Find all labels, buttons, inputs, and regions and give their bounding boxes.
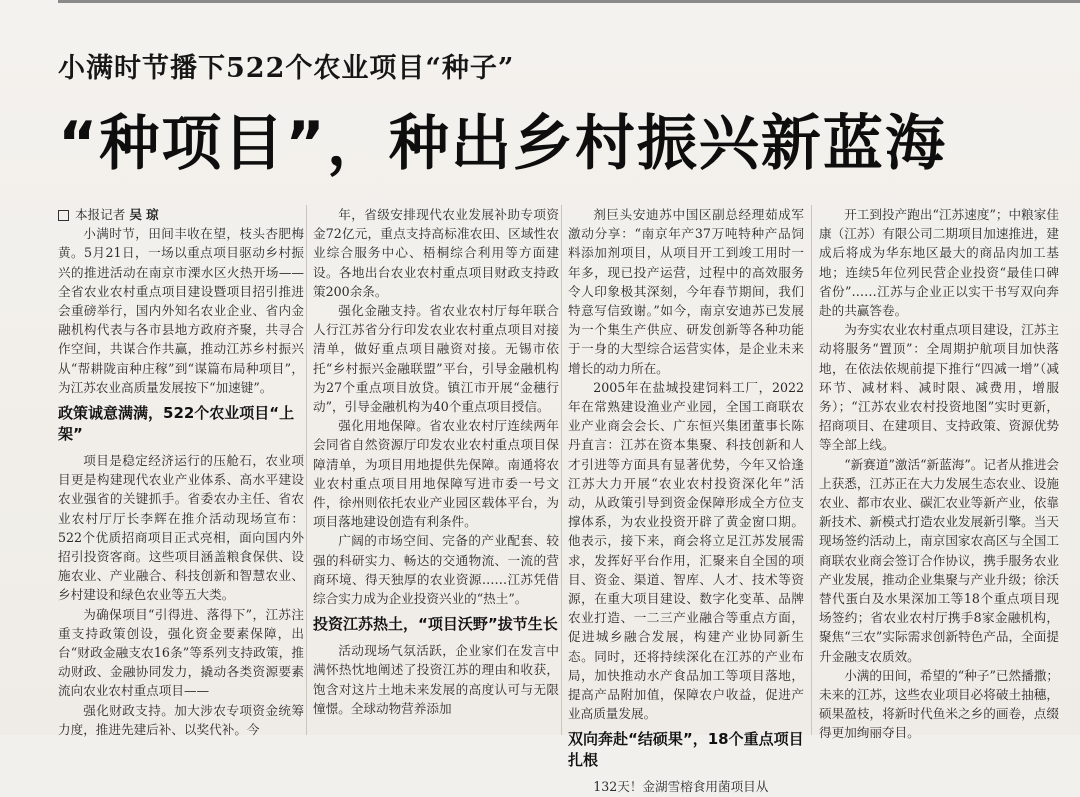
paragraph: 2005年在盐城投建饲料工厂，2022年在常熟建设渔业产业园，全国工商联农业产业商会会长、广东恒兴集团董事长陈丹直言：江苏在资本集聚、科技创新和人才引进等方面具有显著优势，今年又恰逢江苏大力开展“农业农村投资深化年”活动，从政策引导到资金保障形成全方位支撑体系，为农业投资开辟了黄金窗口期。他表示，接下来，商会将立足江苏发展需求，发挥好平台作用，汇聚来自全国的项目、资金、渠道、智库、人才、技术等资源，在重大项目建设、数字化变革、品牌农业打造、一二三产业融合等重点方面，促进城乡融合发展，构建产业协同新生态。同时，还将持续深化在江苏的产业布局，加快推动水产食品加工等项目落地，提高产品附加值，保障农户收益，促进产业高质量发展。 (568, 379, 804, 722)
column-divider (811, 205, 812, 735)
byline (58, 205, 304, 224)
paragraph: “新赛道”激活“新蓝海”。记者从推进会上获悉，江苏正在大力发展生态农业、设施农业、都市农业、碳汇农业等新产业，依靠新技术、新模式打造农业发展新引擎。当天现场签约活动上，南京国家农高区与全国工商联农业商会签订合作协议，携手服务农业产业发展，推动企业集聚与产业升级；徐沃替代蛋白及水果深加工等18个重点项目现场签约；省农业农村厅携手8家金融机构，聚焦“三农”实际需求创新特色产品，全面提升金融支农质效。 (819, 456, 1059, 664)
column-4 (819, 205, 1059, 741)
column-1 (58, 205, 304, 735)
column-divider (306, 205, 307, 735)
paragraph: 年，省级安排现代农业发展补助专项资金72亿元，重点支持高标准农田、区域性农业综合服务中心、梧桐综合利用等方面建设。各地出台农业农村重点项目财政支持政策200余条。 (313, 207, 559, 299)
article-subtitle: 小满时节播下522个农业项目“种子” (58, 53, 515, 84)
byline-box-icon (58, 210, 69, 221)
section-heading: 政策诚意满满，522个农业项目“上架” (58, 404, 295, 444)
column-divider (561, 205, 562, 735)
paragraph: 广阔的市场空间、完备的产业配套、较强的科研实力、畅达的交通物流、一流的营商环境、得天独厚的农业资源……江苏凭借综合实力成为企业投资兴业的“热土”。 (313, 533, 559, 607)
column-2 (313, 205, 559, 735)
section-heading: 投资江苏热土，“项目沃野”拔节生长 (313, 615, 558, 634)
paragraph: 开工到投产跑出“江苏速度”；中粮家佳康（江苏）有限公司二期项目加速推进，建成后将成为华东地区最大的商品肉加工基地；连续5年位列民营企业投资“最佳口碑省份”……江苏与企业正以实干书写双向奔赴的共赢答卷。 (819, 207, 1059, 319)
article-headline: “种项目”，种出乡村振兴新蓝海 (58, 109, 947, 179)
paragraph: 小满时节，田间丰收在望，枝头杏肥梅黄。5月21日，一场以重点项目驱动乡村振兴的推进活动在南京市溧水区火热开场——全省农业农村重点项目建设暨项目招引推进会重磅举行，国内外知名农业企业、省内金融机构代表与各市县地方政府齐聚，共寻合作空间，共谋合作共赢，推动江苏乡村振兴从“帮耕陇亩种庄稼”到“谋篇布局种项目”，为江苏农业高质量发展按下“加速键”。 (58, 226, 304, 395)
section-heading: 双向奔赴“结硕果”，18个重点项目扎根 (568, 730, 804, 770)
paragraph: 项目是稳定经济运行的压舱石，农业项目更是构建现代农业产业体系、高水平建设农业强省的关键抓手。省委农办主任、省农业农村厅厅长李辉在推介活动现场宣布：522个优质招商项目正式亮相，面向国内外招引投资客商。这些项目涵盖粮食保供、设施农业、产业融合、科技创新和智慧农业、乡村建设和绿色农业等五大类。 (58, 453, 304, 603)
paragraph: 132天！金湖雪榕食用菌项目从 (593, 779, 769, 795)
paragraph: 强化财政支持。加大涉农专项资金统筹力度，推进先建后补、以奖代补。今 (58, 702, 304, 737)
paragraph: 剂巨头安迪苏中国区副总经理茹成军激动分享：“南京年产37万吨特种产品饲料添加剂项目，从项目开工到竣工用时一年多，现已投产运营，过程中的高效服务令人印象极其深刻，今年春节期间，我们特意写信致谢。”如今，南京安迪苏已发展为一个集生产供应、研发创新等各种功能于一身的大型综合运营实体，是企业未来增长的动力所在。 (568, 207, 804, 376)
paragraph: 为确保项目“引得进、落得下”，江苏注重支持政策创设，强化资金要素保障，出台“财政金融支农16条”等系列支持政策，推动财政、金融协同发力，撬动各类资源要素流向农业农村重点项目—— (58, 606, 304, 699)
paragraph: 强化金融支持。省农业农村厅每年联合人行江苏省分行印发农业农村重点项目对接清单，做好重点项目融资对接。无锡市依托“乡村振兴金融联盟”平台，引导金融机构为27个重点项目放贷。镇江市开展“金穗行动”，引导金融机构为40个重点项目授信。 (313, 303, 559, 415)
top-rule (58, 0, 1080, 3)
byline-prefix: 本报记者 (75, 207, 126, 222)
paragraph: 小满的田间，希望的“种子”已然播撒；未来的江苏，这些农业项目必将破土抽穗，硕果盈枝，将新时代鱼米之乡的画卷，点缀得更加绚丽夺目。 (819, 667, 1059, 741)
paragraph: 强化用地保障。省农业农村厅连续两年会同省自然资源厅印发农业农村重点项目保障清单，为项目用地提供先保障。南通将农业农村重点项目用地保障写进市委一号文件，徐州则依托农业产业园区载体平台，为项目落地建设创造有利条件。 (313, 418, 559, 530)
column-3 (568, 205, 804, 795)
byline-name: 吴琼 (129, 207, 163, 222)
paragraph: 为夯实农业农村重点项目建设，江苏主动将服务“置顶”：全周期护航项目加快落地，在依法依规前提下推行“四减一增”（减环节、减材料、减时限、减费用，增服务）；“江苏农业农村投资地图”实时更新，招商项目、在建项目、支持政策、资源优势等全部上线。 (819, 322, 1059, 453)
paragraph: 活动现场气氛活跃，企业家们在发言中满怀热忱地阐述了投资江苏的理由和收获，饱含对这片土地未来发展的高度认可与无限憧憬。全球动物营养添加 (313, 643, 559, 716)
